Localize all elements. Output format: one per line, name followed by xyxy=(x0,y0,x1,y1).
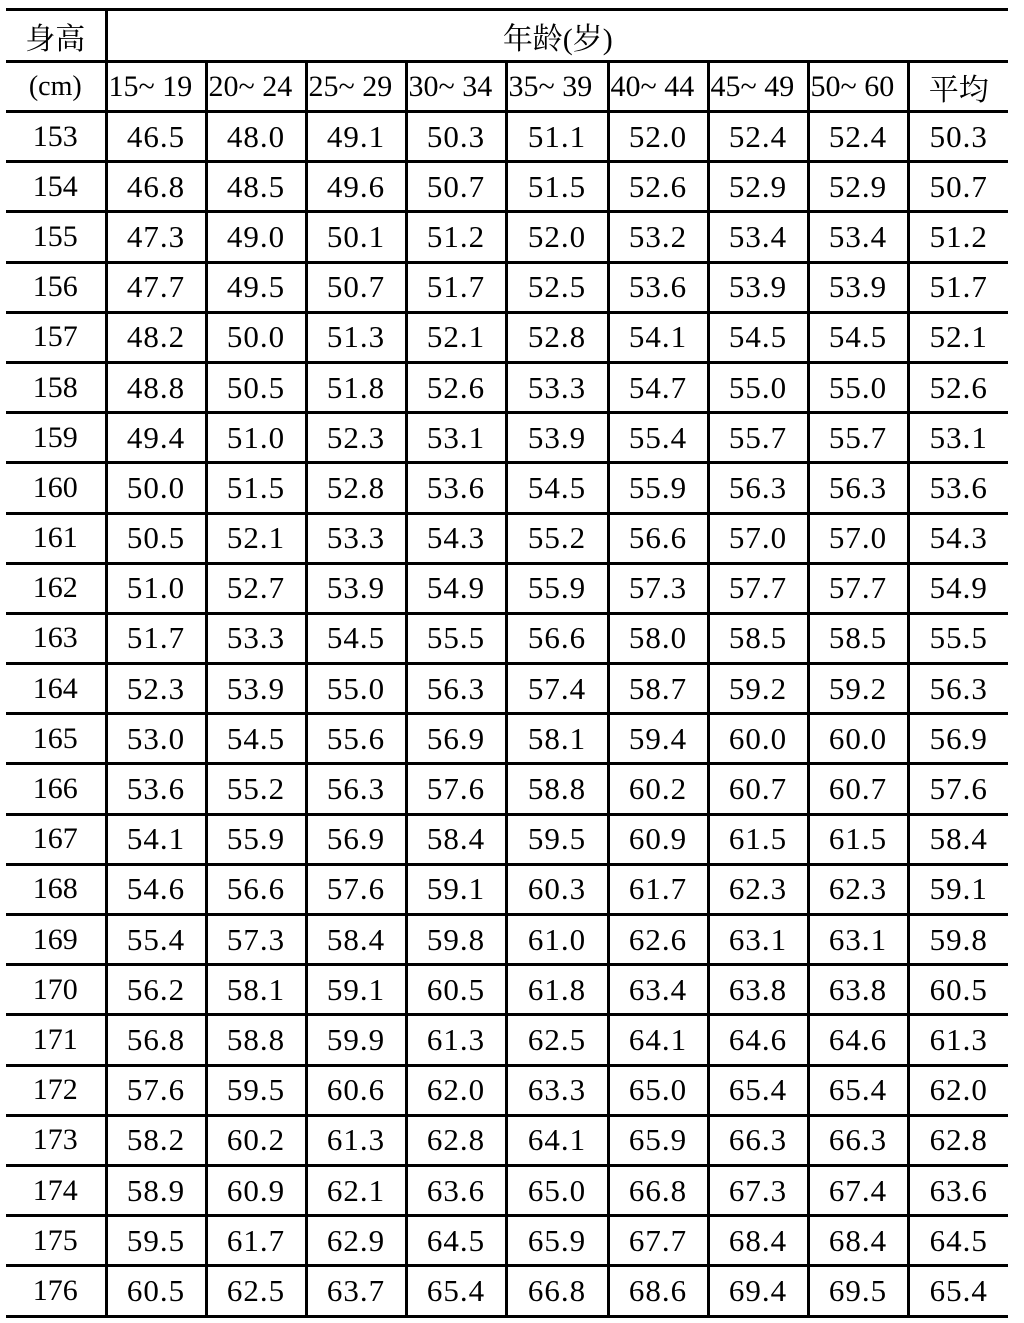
height-cell: 163 xyxy=(6,613,106,663)
weight-cell: 53.3 xyxy=(206,613,306,663)
average-weight-cell: 51.7 xyxy=(908,262,1008,312)
weight-cell: 60.7 xyxy=(708,764,808,814)
table-row xyxy=(6,212,1008,262)
weight-cell: 51.7 xyxy=(406,262,506,312)
weight-cell: 50.1 xyxy=(306,212,406,262)
weight-cell: 61.0 xyxy=(506,915,608,965)
table-row xyxy=(6,1015,1008,1065)
average-weight-cell: 63.6 xyxy=(908,1165,1008,1215)
table-row xyxy=(6,864,1008,914)
weight-cell: 61.3 xyxy=(306,1115,406,1165)
weight-cell: 63.8 xyxy=(708,965,808,1015)
age-column-header: 40~ 44 xyxy=(608,62,708,112)
weight-cell: 65.9 xyxy=(506,1216,608,1266)
weight-cell: 60.7 xyxy=(808,764,908,814)
weight-cell: 58.4 xyxy=(406,814,506,864)
height-cell: 156 xyxy=(6,262,106,312)
weight-cell: 61.8 xyxy=(506,965,608,1015)
table-row xyxy=(6,1165,1008,1215)
weight-cell: 54.3 xyxy=(406,513,506,563)
weight-cell: 62.3 xyxy=(708,864,808,914)
weight-cell: 53.3 xyxy=(306,513,406,563)
weight-cell: 64.5 xyxy=(406,1216,506,1266)
weight-cell: 62.5 xyxy=(206,1266,306,1316)
average-weight-cell: 57.6 xyxy=(908,764,1008,814)
table-row xyxy=(6,463,1008,513)
average-weight-cell: 55.5 xyxy=(908,613,1008,663)
weight-cell: 65.4 xyxy=(808,1065,908,1115)
weight-cell: 57.0 xyxy=(708,513,808,563)
table-row xyxy=(6,312,1008,362)
weight-cell: 53.3 xyxy=(506,362,608,412)
weight-cell: 50.5 xyxy=(206,362,306,412)
weight-cell: 54.5 xyxy=(206,714,306,764)
weight-cell: 59.9 xyxy=(306,1015,406,1065)
weight-cell: 58.8 xyxy=(506,764,608,814)
weight-cell: 63.1 xyxy=(708,915,808,965)
weight-cell: 66.8 xyxy=(506,1266,608,1316)
weight-cell: 57.6 xyxy=(406,764,506,814)
weight-cell: 57.7 xyxy=(808,563,908,613)
weight-cell: 65.4 xyxy=(406,1266,506,1316)
weight-cell: 58.9 xyxy=(106,1165,206,1215)
weight-cell: 62.3 xyxy=(808,864,908,914)
weight-cell: 58.4 xyxy=(306,915,406,965)
age-column-header: 25~ 29 xyxy=(306,62,406,112)
weight-cell: 62.0 xyxy=(406,1065,506,1115)
weight-cell: 52.5 xyxy=(506,262,608,312)
weight-cell: 52.4 xyxy=(808,112,908,162)
weight-cell: 61.7 xyxy=(206,1216,306,1266)
weight-cell: 53.9 xyxy=(206,664,306,714)
table-row xyxy=(6,965,1008,1015)
weight-cell: 55.7 xyxy=(808,413,908,463)
weight-cell: 62.8 xyxy=(406,1115,506,1165)
weight-cell: 52.1 xyxy=(206,513,306,563)
average-weight-cell: 54.9 xyxy=(908,563,1008,613)
weight-cell: 53.4 xyxy=(808,212,908,262)
height-cell: 170 xyxy=(6,965,106,1015)
weight-cell: 56.9 xyxy=(406,714,506,764)
weight-cell: 47.3 xyxy=(106,212,206,262)
weight-cell: 51.7 xyxy=(106,613,206,663)
weight-cell: 62.6 xyxy=(608,915,708,965)
weight-cell: 65.4 xyxy=(708,1065,808,1115)
header-row-ages xyxy=(6,62,1008,112)
height-cell: 166 xyxy=(6,764,106,814)
weight-cell: 55.2 xyxy=(506,513,608,563)
weight-height-table xyxy=(6,8,1008,1318)
weight-cell: 50.3 xyxy=(406,112,506,162)
average-weight-cell: 50.7 xyxy=(908,162,1008,212)
weight-cell: 61.3 xyxy=(406,1015,506,1065)
weight-cell: 60.9 xyxy=(608,814,708,864)
average-weight-cell: 50.3 xyxy=(908,112,1008,162)
weight-cell: 49.1 xyxy=(306,112,406,162)
weight-cell: 60.9 xyxy=(206,1165,306,1215)
weight-cell: 59.1 xyxy=(306,965,406,1015)
weight-cell: 48.5 xyxy=(206,162,306,212)
weight-cell: 65.0 xyxy=(506,1165,608,1215)
weight-cell: 64.1 xyxy=(608,1015,708,1065)
weight-cell: 69.5 xyxy=(808,1266,908,1316)
average-weight-cell: 58.4 xyxy=(908,814,1008,864)
weight-cell: 60.0 xyxy=(808,714,908,764)
weight-cell: 56.9 xyxy=(306,814,406,864)
weight-cell: 46.5 xyxy=(106,112,206,162)
height-cell: 168 xyxy=(6,864,106,914)
weight-cell: 62.5 xyxy=(506,1015,608,1065)
weight-cell: 55.0 xyxy=(808,362,908,412)
table-row xyxy=(6,513,1008,563)
weight-cell: 51.3 xyxy=(306,312,406,362)
weight-cell: 61.7 xyxy=(608,864,708,914)
weight-cell: 58.5 xyxy=(708,613,808,663)
weight-cell: 46.8 xyxy=(106,162,206,212)
weight-cell: 63.7 xyxy=(306,1266,406,1316)
table-row xyxy=(6,714,1008,764)
weight-cell: 63.1 xyxy=(808,915,908,965)
weight-cell: 58.5 xyxy=(808,613,908,663)
height-cell: 158 xyxy=(6,362,106,412)
age-column-header: 35~ 39 xyxy=(506,62,608,112)
weight-cell: 56.3 xyxy=(406,664,506,714)
weight-cell: 53.9 xyxy=(808,262,908,312)
weight-cell: 51.0 xyxy=(106,563,206,613)
weight-cell: 59.1 xyxy=(406,864,506,914)
average-weight-cell: 54.3 xyxy=(908,513,1008,563)
weight-cell: 51.0 xyxy=(206,413,306,463)
weight-cell: 55.7 xyxy=(708,413,808,463)
weight-cell: 56.6 xyxy=(506,613,608,663)
weight-cell: 60.3 xyxy=(506,864,608,914)
weight-cell: 67.3 xyxy=(708,1165,808,1215)
height-cell: 155 xyxy=(6,212,106,262)
weight-cell: 63.3 xyxy=(506,1065,608,1115)
table-row xyxy=(6,814,1008,864)
weight-cell: 58.8 xyxy=(206,1015,306,1065)
weight-cell: 63.8 xyxy=(808,965,908,1015)
weight-cell: 64.6 xyxy=(808,1015,908,1065)
weight-cell: 64.6 xyxy=(708,1015,808,1065)
weight-cell: 53.2 xyxy=(608,212,708,262)
weight-cell: 54.7 xyxy=(608,362,708,412)
weight-cell: 66.3 xyxy=(708,1115,808,1165)
weight-cell: 60.5 xyxy=(106,1266,206,1316)
weight-cell: 60.0 xyxy=(708,714,808,764)
weight-cell: 65.0 xyxy=(608,1065,708,1115)
weight-cell: 54.5 xyxy=(506,463,608,513)
weight-cell: 64.1 xyxy=(506,1115,608,1165)
average-weight-cell: 62.8 xyxy=(908,1115,1008,1165)
weight-cell: 57.0 xyxy=(808,513,908,563)
weight-cell: 56.6 xyxy=(608,513,708,563)
weight-cell: 52.6 xyxy=(608,162,708,212)
weight-cell: 49.4 xyxy=(106,413,206,463)
average-weight-cell: 56.3 xyxy=(908,664,1008,714)
weight-cell: 57.6 xyxy=(306,864,406,914)
weight-cell: 55.9 xyxy=(608,463,708,513)
height-cell: 169 xyxy=(6,915,106,965)
height-cell: 164 xyxy=(6,664,106,714)
weight-cell: 51.1 xyxy=(506,112,608,162)
weight-cell: 55.2 xyxy=(206,764,306,814)
weight-cell: 52.3 xyxy=(306,413,406,463)
weight-cell: 58.1 xyxy=(506,714,608,764)
weight-cell: 54.5 xyxy=(808,312,908,362)
header-row-top xyxy=(6,10,1008,62)
weight-cell: 56.3 xyxy=(708,463,808,513)
height-cell: 165 xyxy=(6,714,106,764)
weight-cell: 53.9 xyxy=(306,563,406,613)
weight-cell: 56.3 xyxy=(306,764,406,814)
height-cell: 161 xyxy=(6,513,106,563)
table-row xyxy=(6,262,1008,312)
weight-cell: 54.9 xyxy=(406,563,506,613)
weight-cell: 59.2 xyxy=(808,664,908,714)
weight-cell: 59.5 xyxy=(206,1065,306,1115)
average-weight-cell: 52.6 xyxy=(908,362,1008,412)
age-group-header: 年龄(岁) xyxy=(106,10,1008,62)
weight-cell: 50.5 xyxy=(106,513,206,563)
weight-cell: 49.0 xyxy=(206,212,306,262)
table-row xyxy=(6,162,1008,212)
weight-cell: 48.0 xyxy=(206,112,306,162)
weight-cell: 52.6 xyxy=(406,362,506,412)
table-row xyxy=(6,1266,1008,1316)
weight-cell: 54.1 xyxy=(608,312,708,362)
average-weight-cell: 59.8 xyxy=(908,915,1008,965)
table-row xyxy=(6,1065,1008,1115)
height-cell: 174 xyxy=(6,1165,106,1215)
weight-cell: 52.9 xyxy=(808,162,908,212)
weight-cell: 53.4 xyxy=(708,212,808,262)
weight-cell: 59.4 xyxy=(608,714,708,764)
weight-cell: 55.9 xyxy=(506,563,608,613)
weight-cell: 63.6 xyxy=(406,1165,506,1215)
table-row xyxy=(6,613,1008,663)
weight-cell: 52.3 xyxy=(106,664,206,714)
age-column-header: 15~ 19 xyxy=(106,62,206,112)
weight-cell: 63.4 xyxy=(608,965,708,1015)
weight-cell: 58.7 xyxy=(608,664,708,714)
average-weight-cell: 61.3 xyxy=(908,1015,1008,1065)
table-row xyxy=(6,413,1008,463)
weight-cell: 52.9 xyxy=(708,162,808,212)
height-cell: 159 xyxy=(6,413,106,463)
weight-cell: 53.6 xyxy=(406,463,506,513)
weight-cell: 52.4 xyxy=(708,112,808,162)
average-weight-cell: 52.1 xyxy=(908,312,1008,362)
height-cell: 162 xyxy=(6,563,106,613)
weight-cell: 69.4 xyxy=(708,1266,808,1316)
weight-cell: 59.2 xyxy=(708,664,808,714)
weight-cell: 56.6 xyxy=(206,864,306,914)
weight-cell: 50.0 xyxy=(106,463,206,513)
weight-cell: 61.5 xyxy=(808,814,908,864)
height-cell: 175 xyxy=(6,1216,106,1266)
weight-cell: 56.3 xyxy=(808,463,908,513)
weight-cell: 58.1 xyxy=(206,965,306,1015)
age-column-header: 45~ 49 xyxy=(708,62,808,112)
weight-cell: 53.1 xyxy=(406,413,506,463)
weight-cell: 60.2 xyxy=(206,1115,306,1165)
weight-cell: 52.8 xyxy=(506,312,608,362)
weight-cell: 53.6 xyxy=(106,764,206,814)
height-cell: 154 xyxy=(6,162,106,212)
weight-cell: 53.9 xyxy=(506,413,608,463)
weight-cell: 66.8 xyxy=(608,1165,708,1215)
age-column-header: 30~ 34 xyxy=(406,62,506,112)
weight-cell: 55.6 xyxy=(306,714,406,764)
average-weight-cell: 53.1 xyxy=(908,413,1008,463)
weight-cell: 66.3 xyxy=(808,1115,908,1165)
height-cell: 153 xyxy=(6,112,106,162)
height-cell: 172 xyxy=(6,1065,106,1115)
weight-cell: 68.6 xyxy=(608,1266,708,1316)
weight-cell: 59.5 xyxy=(506,814,608,864)
weight-cell: 53.9 xyxy=(708,262,808,312)
weight-cell: 55.5 xyxy=(406,613,506,663)
weight-cell: 52.1 xyxy=(406,312,506,362)
weight-cell: 68.4 xyxy=(708,1216,808,1266)
weight-cell: 57.7 xyxy=(708,563,808,613)
weight-cell: 67.4 xyxy=(808,1165,908,1215)
weight-cell: 55.4 xyxy=(608,413,708,463)
weight-cell: 50.0 xyxy=(206,312,306,362)
weight-cell: 58.0 xyxy=(608,613,708,663)
weight-cell: 61.5 xyxy=(708,814,808,864)
weight-cell: 62.1 xyxy=(306,1165,406,1215)
average-weight-cell: 59.1 xyxy=(908,864,1008,914)
average-column-header: 平均 xyxy=(908,62,1008,112)
weight-cell: 51.8 xyxy=(306,362,406,412)
weight-cell: 53.0 xyxy=(106,714,206,764)
weight-cell: 49.5 xyxy=(206,262,306,312)
average-weight-cell: 51.2 xyxy=(908,212,1008,262)
weight-cell: 57.6 xyxy=(106,1065,206,1115)
weight-cell: 51.2 xyxy=(406,212,506,262)
weight-cell: 55.9 xyxy=(206,814,306,864)
weight-cell: 56.2 xyxy=(106,965,206,1015)
weight-cell: 48.2 xyxy=(106,312,206,362)
weight-cell: 59.5 xyxy=(106,1216,206,1266)
weight-cell: 54.5 xyxy=(708,312,808,362)
height-cell: 171 xyxy=(6,1015,106,1065)
height-cell: 157 xyxy=(6,312,106,362)
weight-cell: 48.8 xyxy=(106,362,206,412)
weight-cell: 55.0 xyxy=(306,664,406,714)
weight-cell: 50.7 xyxy=(406,162,506,212)
table-row xyxy=(6,563,1008,613)
weight-cell: 59.8 xyxy=(406,915,506,965)
table-row xyxy=(6,1216,1008,1266)
weight-cell: 57.4 xyxy=(506,664,608,714)
table-body xyxy=(6,112,1008,1317)
weight-cell: 50.7 xyxy=(306,262,406,312)
weight-cell: 51.5 xyxy=(206,463,306,513)
average-weight-cell: 64.5 xyxy=(908,1216,1008,1266)
weight-cell: 52.7 xyxy=(206,563,306,613)
weight-cell: 62.9 xyxy=(306,1216,406,1266)
weight-cell: 54.6 xyxy=(106,864,206,914)
weight-cell: 52.0 xyxy=(608,112,708,162)
weight-cell: 56.8 xyxy=(106,1015,206,1065)
height-label-header: 身高 xyxy=(6,10,106,62)
height-cell: 176 xyxy=(6,1266,106,1316)
weight-cell: 58.2 xyxy=(106,1115,206,1165)
weight-cell: 65.9 xyxy=(608,1115,708,1165)
age-column-header: 20~ 24 xyxy=(206,62,306,112)
height-cell: 173 xyxy=(6,1115,106,1165)
weight-cell: 54.5 xyxy=(306,613,406,663)
weight-cell: 52.0 xyxy=(506,212,608,262)
table-row xyxy=(6,362,1008,412)
height-unit-header: (cm) xyxy=(6,62,106,112)
table-row xyxy=(6,1115,1008,1165)
average-weight-cell: 62.0 xyxy=(908,1065,1008,1115)
weight-cell: 60.2 xyxy=(608,764,708,814)
weight-cell: 47.7 xyxy=(106,262,206,312)
weight-cell: 57.3 xyxy=(608,563,708,613)
table-row xyxy=(6,112,1008,162)
weight-cell: 51.5 xyxy=(506,162,608,212)
weight-cell: 68.4 xyxy=(808,1216,908,1266)
weight-cell: 57.3 xyxy=(206,915,306,965)
table-row xyxy=(6,764,1008,814)
weight-cell: 55.4 xyxy=(106,915,206,965)
weight-cell: 49.6 xyxy=(306,162,406,212)
average-weight-cell: 56.9 xyxy=(908,714,1008,764)
weight-cell: 55.0 xyxy=(708,362,808,412)
weight-cell: 53.6 xyxy=(608,262,708,312)
weight-cell: 60.5 xyxy=(406,965,506,1015)
weight-cell: 67.7 xyxy=(608,1216,708,1266)
weight-cell: 54.1 xyxy=(106,814,206,864)
average-weight-cell: 65.4 xyxy=(908,1266,1008,1316)
table-row xyxy=(6,664,1008,714)
weight-cell: 60.6 xyxy=(306,1065,406,1115)
average-weight-cell: 60.5 xyxy=(908,965,1008,1015)
table-row xyxy=(6,915,1008,965)
height-cell: 160 xyxy=(6,463,106,513)
weight-cell: 52.8 xyxy=(306,463,406,513)
height-cell: 167 xyxy=(6,814,106,864)
average-weight-cell: 53.6 xyxy=(908,463,1008,513)
age-column-header: 50~ 60 xyxy=(808,62,908,112)
